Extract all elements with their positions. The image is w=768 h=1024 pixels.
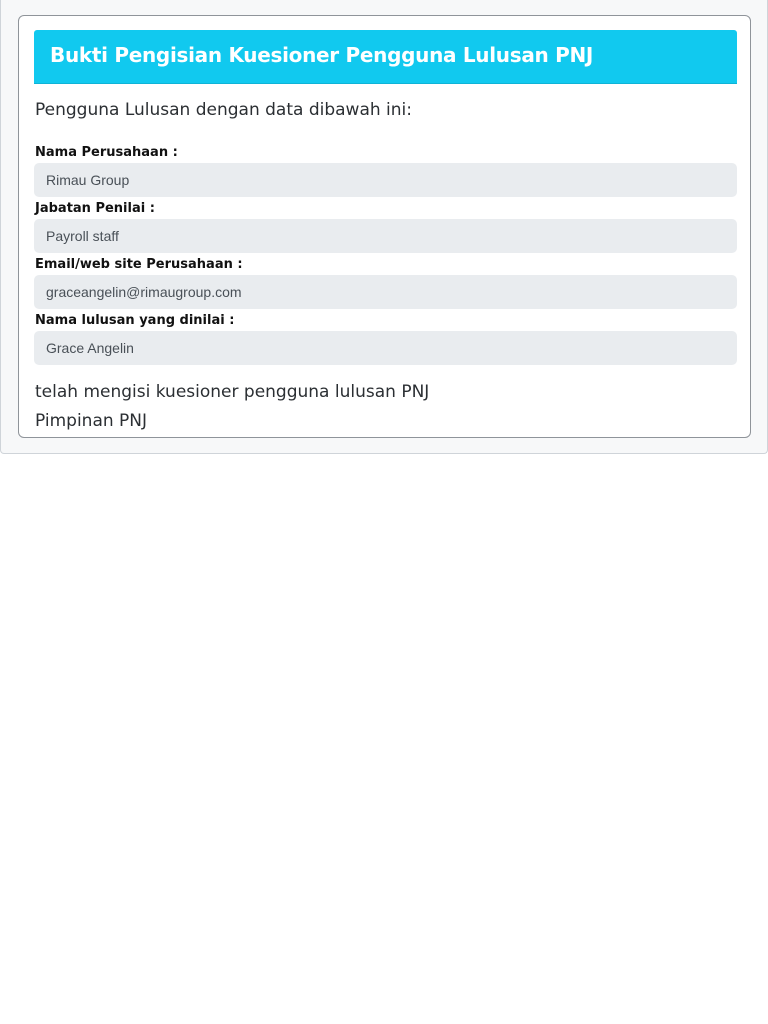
graduate-name-field: Grace Angelin xyxy=(34,331,737,365)
card-title: Bukti Pengisian Kuesioner Pengguna Lulusan PNJ xyxy=(50,43,594,67)
company-name-label: Nama Perusahaan : xyxy=(35,145,178,160)
proof-card xyxy=(18,15,751,438)
assessor-position-field: Payroll staff xyxy=(34,219,737,253)
company-email-label: Email/web site Perusahaan : xyxy=(35,257,243,272)
card-header xyxy=(34,30,737,84)
page-frame xyxy=(0,0,768,454)
intro-text: Pengguna Lulusan dengan data dibawah ini: xyxy=(35,100,413,120)
completion-statement: telah mengisi kuesioner pengguna lulusan PNJ xyxy=(35,382,430,402)
signatory: Pimpinan PNJ xyxy=(35,411,148,431)
graduate-name-label: Nama lulusan yang dinilai : xyxy=(35,313,235,328)
assessor-position-label: Jabatan Penilai : xyxy=(35,201,155,216)
company-name-field: Rimau Group xyxy=(34,163,737,197)
company-email-field: graceangelin@rimaugroup.com xyxy=(34,275,737,309)
